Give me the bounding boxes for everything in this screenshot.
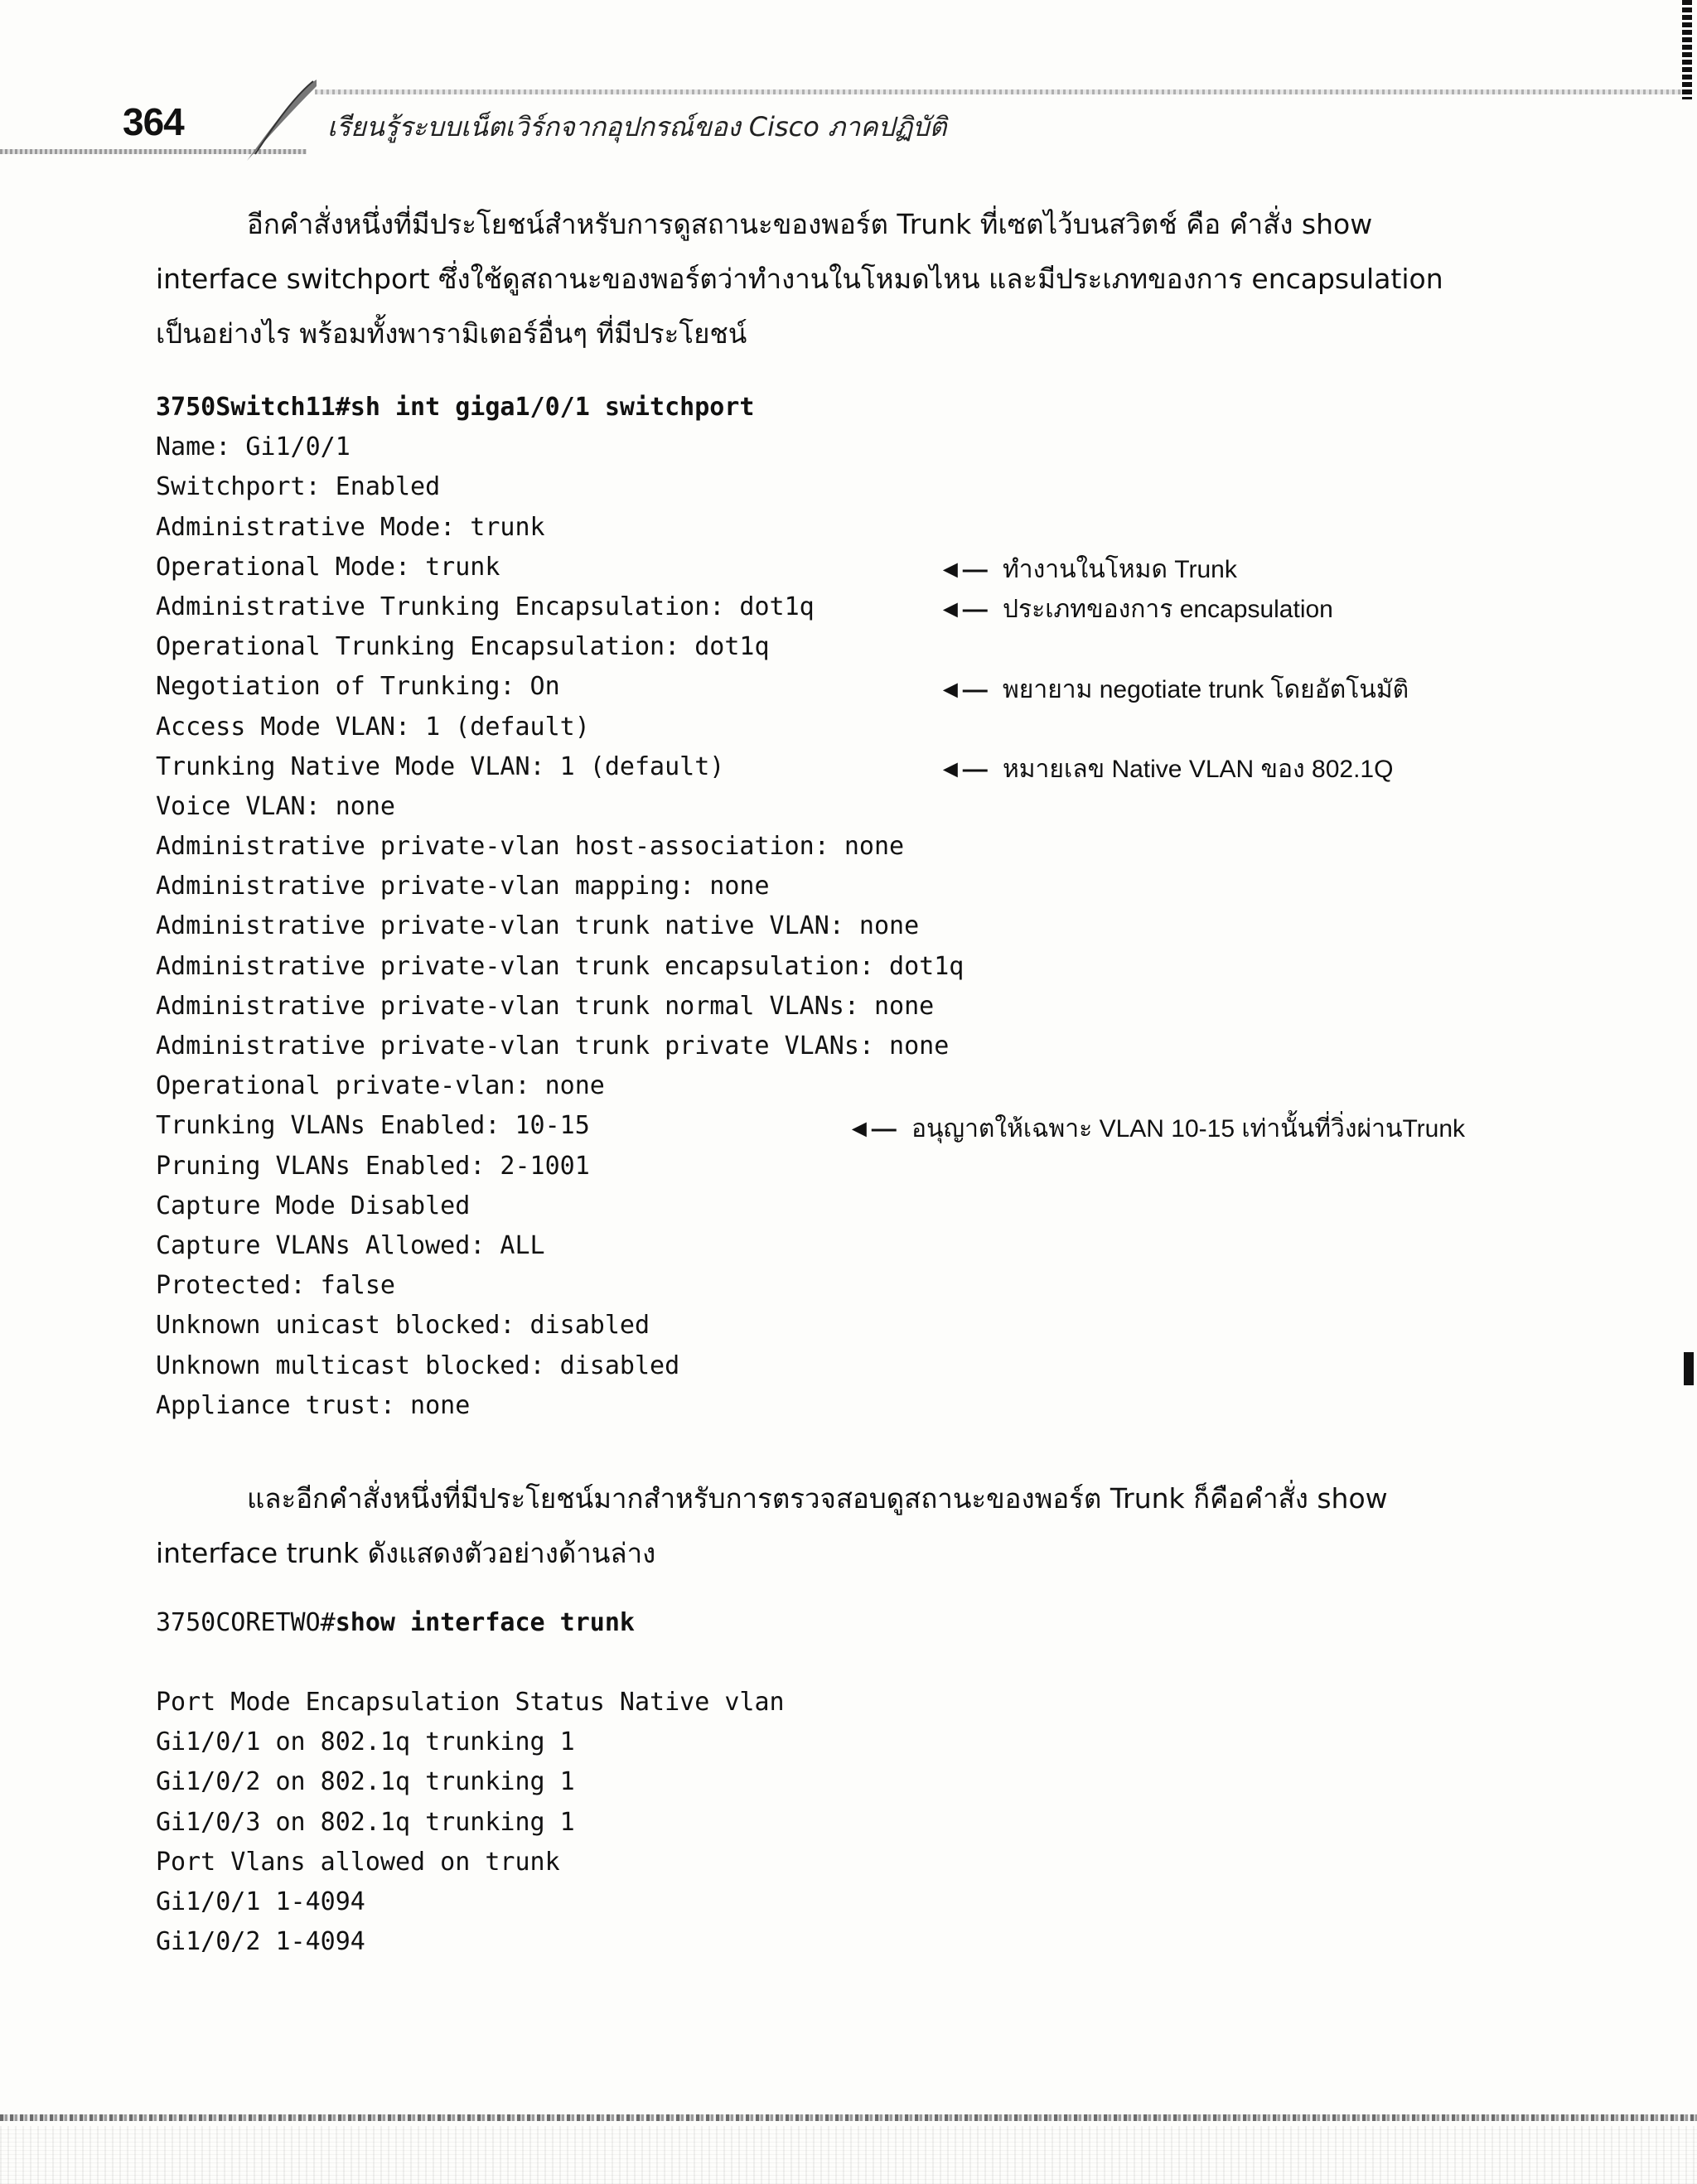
- paragraph-line: เป็นอย่างไร พร้อมทั้งพารามิเตอร์อื่นๆ ที่มีประโยชน์: [156, 317, 747, 350]
- listing-line: Access Mode VLAN: 1 (default): [156, 712, 590, 742]
- page-header: [0, 66, 1697, 157]
- listing-line: Appliance trust: none: [156, 1390, 471, 1420]
- listing-line: Administrative private-vlan mapping: none: [156, 872, 770, 901]
- listing-line: Gi1/0/1 on 802.1q trunking 1: [156, 1727, 575, 1757]
- paragraph-line: อีกคำสั่งหนึ่งที่มีประโยชน์สำหรับการดูสถานะของพอร์ต Trunk ที่เซตไว้บนสวิตช์ คือ คำสั่ง show: [247, 208, 1373, 240]
- left-arrow-icon: ◄—: [938, 756, 988, 783]
- annotation-trunking-vlans: ◄— อนุญาตให้เฉพาะ VLAN 10-15 เท่านั้นที่วิ่งผ่านTrunk: [847, 1113, 1465, 1146]
- listing-line: Unknown unicast blocked: disabled: [156, 1311, 650, 1341]
- listing-line: Administrative Trunking Encapsulation: dot1q: [156, 592, 815, 621]
- header-rule-right: [315, 89, 1682, 94]
- listing-line: Gi1/0/1 1-4094: [156, 1887, 365, 1916]
- listing-line: Gi1/0/2 on 802.1q trunking 1: [156, 1767, 575, 1797]
- listing-line: Administrative private-vlan trunk native VLAN: none: [156, 911, 920, 941]
- left-arrow-icon: ◄—: [938, 556, 988, 583]
- annotation-native-vlan: ◄— หมายเลข Native VLAN ของ 802.1Q: [938, 753, 1393, 786]
- listing-line: Gi1/0/2 1-4094: [156, 1927, 365, 1957]
- listing-line: Operational private-vlan: none: [156, 1071, 605, 1101]
- listing-line: Pruning VLANs Enabled: 2-1001: [156, 1151, 590, 1181]
- listing-command: 3750CORETWO#show interface trunk: [156, 1608, 635, 1637]
- header-swoosh-icon: [240, 75, 323, 166]
- trunk-paragraph: [156, 1471, 1482, 1581]
- edge-thumb-mark: [1682, 0, 1692, 99]
- listing-line: Switchport: Enabled: [156, 472, 441, 502]
- listing-line: Port Vlans allowed on trunk: [156, 1847, 560, 1877]
- listing-line: Administrative private-vlan host-association: none: [156, 832, 905, 862]
- listing-line: Negotiation of Trunking: On: [156, 672, 560, 702]
- listing-line: Capture Mode Disabled: [156, 1191, 471, 1220]
- listing-line: Trunking Native Mode VLAN: 1 (default): [156, 751, 725, 781]
- intro-paragraph: [156, 197, 1482, 361]
- trunk-listing: [156, 1683, 785, 1962]
- listing-line: Capture VLANs Allowed: ALL: [156, 1230, 545, 1260]
- footer-scan-noise: [0, 2126, 1697, 2184]
- listing-line: Name: Gi1/0/1: [156, 432, 351, 462]
- listing-line: Operational Trunking Encapsulation: dot1q: [156, 632, 770, 662]
- listing-line: Administrative private-vlan trunk private VLANs: none: [156, 1032, 950, 1061]
- listing-line: Operational Mode: trunk: [156, 552, 500, 582]
- footer-rule: [0, 2114, 1697, 2121]
- edge-mark: [1684, 1352, 1694, 1385]
- paragraph-line: และอีกคำสั่งหนึ่งที่มีประโยชน์มากสำหรับการตรวจสอบดูสถานะของพอร์ต Trunk ก็คือคำสั่ง show: [247, 1482, 1388, 1515]
- listing-line: Port Mode Encapsulation Status Native vlan: [156, 1688, 785, 1717]
- annotation-encapsulation: ◄— ประเภทของการ encapsulation: [938, 593, 1333, 626]
- annotation-negotiation: ◄— พยายาม negotiate trunk โดยอัตโนมัติ: [938, 674, 1409, 707]
- annotation-operational-mode: ◄— ทำงานในโหมด Trunk: [938, 553, 1237, 587]
- left-arrow-icon: ◄—: [938, 596, 988, 623]
- listing-line: Gi1/0/3 on 802.1q trunking 1: [156, 1807, 575, 1837]
- left-arrow-icon: ◄—: [847, 1115, 897, 1143]
- listing-command: 3750Switch11#sh int giga1/0/1 switchport: [156, 393, 755, 422]
- paragraph-line: interface trunk ดังแสดงตัวอย่างด้านล่าง: [156, 1537, 656, 1569]
- listing-line: Administrative private-vlan trunk encapsulation: dot1q: [156, 951, 965, 981]
- left-arrow-icon: ◄—: [938, 676, 988, 703]
- running-title: เรียนรู้ระบบเน็ตเวิร์กจากอุปกรณ์ของ Cisco ภาคปฏิบัติ: [327, 111, 947, 143]
- listing-line: Protected: false: [156, 1271, 395, 1301]
- listing-line: Unknown multicast blocked: disabled: [156, 1351, 680, 1380]
- listing-line: Trunking VLANs Enabled: 10-15: [156, 1111, 590, 1141]
- switchport-listing: [156, 388, 964, 1426]
- page-number: 364: [123, 100, 184, 143]
- trunk-listing-command: [156, 1603, 635, 1643]
- listing-line: Administrative private-vlan trunk normal VLANs: none: [156, 991, 935, 1021]
- paragraph-line: interface switchport ซึ่งใช้ดูสถานะของพอร์ตว่าทำงานในโหมดไหน และมีประเภทของการ encapsulation: [156, 263, 1443, 295]
- listing-line: Voice VLAN: none: [156, 791, 395, 821]
- listing-line: Administrative Mode: trunk: [156, 512, 545, 542]
